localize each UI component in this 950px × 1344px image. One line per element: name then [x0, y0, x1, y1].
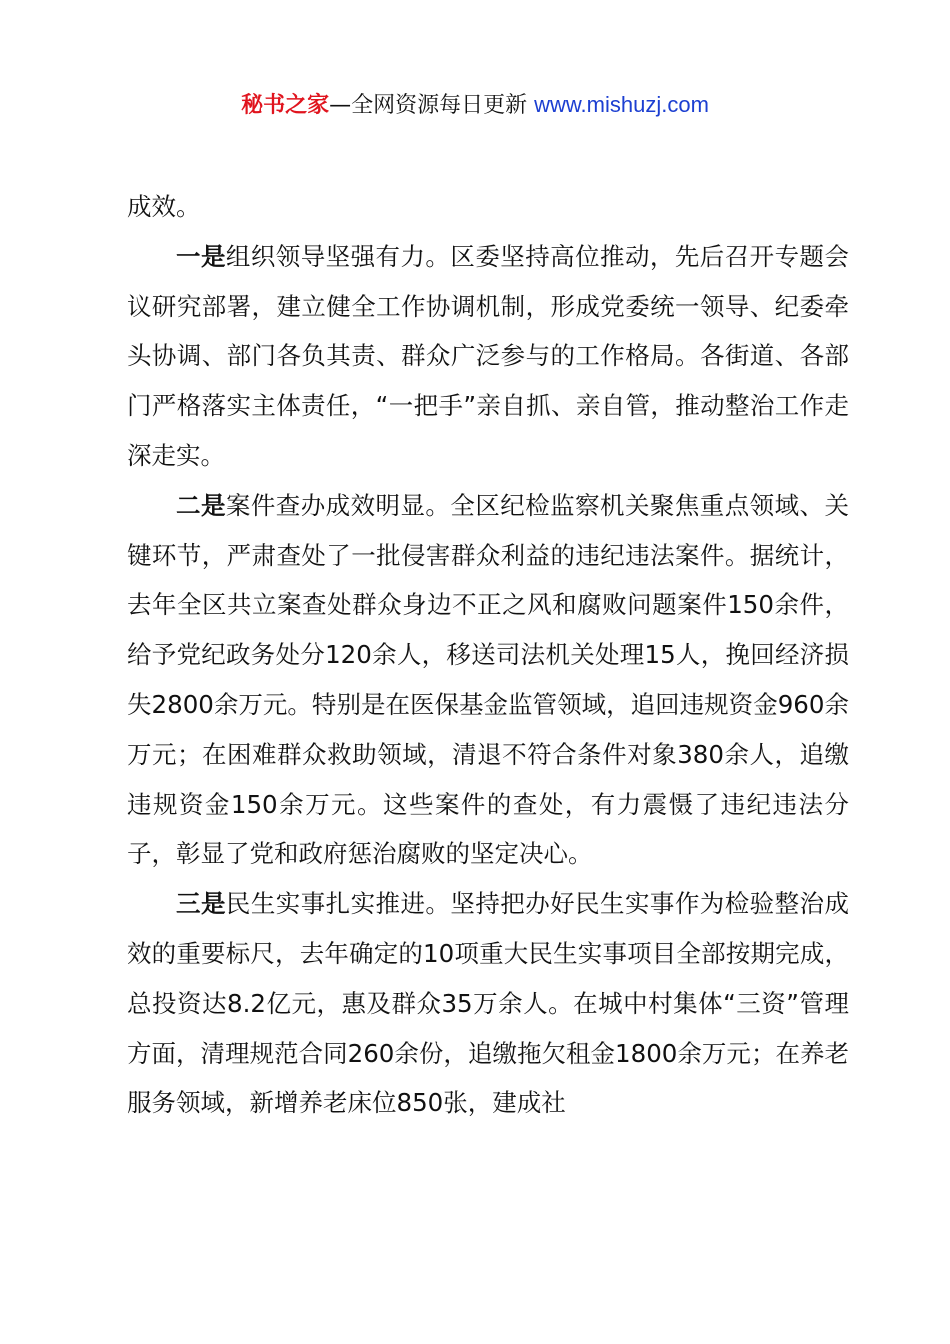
- site-url-link[interactable]: www.mishuzj.com: [534, 92, 709, 117]
- paragraph-2-text: 案件查办成效明显。全区纪检监察机关聚焦重点领域、关键环节，严肃查处了一批侵害群众利益的违纪违法案件。据统计，去年全区共立案查处群众身边不正之风和腐败问题案件150余件，给予党纪政务处分120余人，移送司法机关处理15人，挽回经济损失2800余万元。特别是在医保基金监管领域，追回违规资金960余万元；在困难群众救助领域，清退不符合条件对象380余人，追缴违规资金150余万元。这些案件的查处，有力震慑了违纪违法分子，彰显了党和政府惩治腐败的坚定决心。: [127, 490, 850, 869]
- page-header: [0, 88, 950, 123]
- continuation-text: 成效。: [127, 192, 201, 221]
- paragraph-1-text: 组织领导坚强有力。区委坚持高位推动，先后召开专题会议研究部署，建立健全工作协调机制，形成党委统一领导、纪委牵头协调、部门各负其责、群众广泛参与的工作格局。各街道、各部门严格落实主体责任，“一把手”亲自抓、亲自管，推动整治工作走深走实。: [127, 241, 850, 470]
- paragraph-1-lead: 一是: [176, 241, 226, 271]
- paragraph-3-lead: 三是: [176, 889, 226, 919]
- paragraph-2: [127, 481, 849, 879]
- paragraph-1: [127, 232, 849, 481]
- paragraph-3: [127, 879, 849, 1128]
- paragraph-3-text: 民生实事扎实推进。坚持把办好民生实事作为检验整治成效的重要标尺，去年确定的10项重大民生实事项目全部按期完成，总投资达8.2亿元，惠及群众35万余人。在城中村集体“三资”管理方面，清理规范合同260余份，追缴拖欠租金1800余万元；在养老服务领域，新增养老床位850张，建成社: [127, 889, 850, 1118]
- site-slogan: —全网资源每日更新: [329, 93, 535, 118]
- document-body: [127, 182, 849, 1128]
- site-name: 秘书之家: [241, 93, 330, 118]
- paragraph-2-lead: 二是: [176, 490, 226, 520]
